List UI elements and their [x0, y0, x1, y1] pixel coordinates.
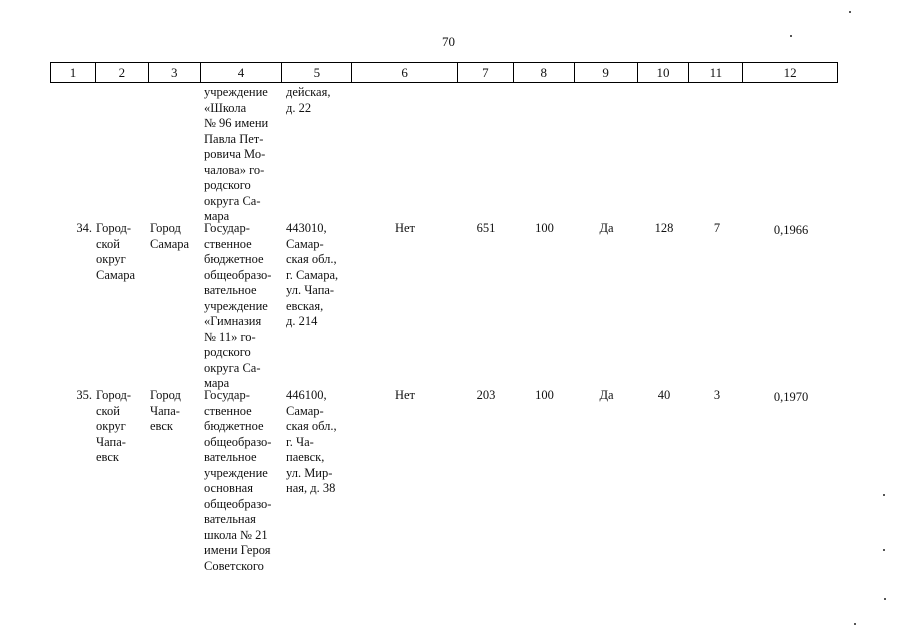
institution-line: № 96 имени: [204, 116, 269, 130]
address-cell: [282, 221, 352, 388]
settlement-cell: [148, 85, 200, 221]
column-header: 11: [689, 63, 743, 82]
address-line: г. Ча-: [286, 434, 314, 449]
institution-line: вательное: [204, 283, 257, 297]
address-line: Самар-: [286, 403, 324, 418]
row-number: [50, 85, 95, 221]
address-line: ная, д. 38: [286, 481, 336, 495]
table-row: [50, 85, 838, 221]
institution-line: ственное: [204, 403, 252, 418]
cell-col7: 203: [476, 388, 496, 402]
cell-col8: 100: [535, 388, 554, 402]
scan-speck: [849, 11, 851, 13]
institution-line: Павла Пет-: [204, 131, 264, 146]
column-header: 8: [514, 63, 575, 82]
institution-line: вательная: [204, 512, 256, 526]
settlement-cell: [148, 221, 200, 388]
institution-cell: [200, 85, 282, 221]
address-line: 443010,: [286, 221, 327, 235]
district-cell: [95, 388, 148, 578]
institution-line: Советского: [204, 558, 264, 573]
cell-col6: [352, 85, 458, 221]
table-body: [50, 85, 838, 578]
institution-line: учреждение: [204, 85, 268, 99]
table-row: [50, 221, 838, 388]
cell-col10: 40: [657, 388, 671, 402]
institution-line: Государ-: [204, 388, 250, 402]
cell-col7: 651: [476, 221, 496, 235]
column-number-header: [50, 62, 838, 83]
institution-line: № 11» го-: [204, 329, 256, 344]
cell-col9: Да: [599, 221, 614, 235]
cell-col9: [575, 85, 638, 221]
institution-line: бюджетное: [204, 419, 264, 433]
district-line: Чапа-: [96, 434, 126, 449]
address-line: паевск,: [286, 450, 325, 464]
column-header: 1: [51, 63, 96, 82]
district-cell: [95, 221, 148, 388]
cell-col6: Нет: [394, 388, 416, 402]
settlement-line: евск: [150, 419, 173, 433]
settlement-line: Самара: [150, 236, 190, 251]
settlement-line: Город: [150, 388, 181, 402]
cell-col12: [744, 85, 838, 221]
district-cell: [95, 85, 148, 221]
institution-line: общеобразо-: [204, 434, 272, 449]
address-line: г. Самара,: [286, 267, 339, 282]
row-number: 34.: [76, 221, 92, 235]
address-line: евская,: [286, 298, 324, 313]
address-line: д. 214: [286, 314, 318, 328]
institution-line: мара: [204, 209, 230, 223]
row-number: 35.: [76, 388, 92, 402]
institution-line: вательное: [204, 450, 257, 464]
address-line: 446100,: [286, 388, 327, 402]
cell-col6: Нет: [394, 221, 416, 235]
address-line: дейская,: [286, 85, 331, 99]
district-line: ской: [96, 403, 120, 418]
cell-col11: [690, 85, 744, 221]
column-header: 6: [352, 63, 458, 82]
cell-col12: 0,1966: [773, 223, 809, 237]
institution-line: общеобразо-: [204, 496, 272, 511]
institution-cell: [200, 221, 282, 388]
institution-line: имени Героя: [204, 543, 271, 557]
scan-speck: [883, 549, 885, 551]
scan-speck: [883, 494, 885, 496]
institution-line: общеобразо-: [204, 267, 272, 282]
address-line: ская обл.,: [286, 419, 337, 433]
cell-col10: [638, 85, 690, 221]
scan-speck: [884, 598, 886, 600]
institution-line: ственное: [204, 236, 252, 251]
institution-line: бюджетное: [204, 252, 264, 266]
scan-speck: [790, 35, 792, 37]
district-line: Город-: [96, 388, 132, 402]
institution-line: родского: [204, 178, 251, 192]
district-line: Самара: [96, 267, 136, 282]
institution-line: Государ-: [204, 221, 250, 235]
column-header: 4: [201, 63, 283, 82]
institution-line: учреждение: [204, 298, 268, 313]
institution-line: ровича Мо-: [204, 147, 266, 161]
institution-line: мара: [204, 376, 230, 390]
district-line: ской: [96, 236, 120, 251]
district-line: евск: [96, 450, 119, 464]
column-header: 9: [575, 63, 638, 82]
cell-col12: 0,1970: [773, 390, 809, 404]
scan-speck: [854, 623, 856, 625]
institution-line: округа Са-: [204, 360, 261, 375]
address-line: д. 22: [286, 100, 312, 115]
institution-line: родского: [204, 345, 251, 359]
institution-line: учреждение: [204, 465, 268, 480]
table-row: [50, 388, 838, 578]
address-line: ул. Чапа-: [286, 283, 335, 297]
cell-col8: [514, 85, 575, 221]
address-cell: [282, 388, 352, 578]
district-line: округ: [96, 419, 126, 433]
address-line: ская обл.,: [286, 252, 337, 266]
institution-line: чалова» го-: [204, 162, 265, 177]
address-line: ул. Мир-: [286, 465, 333, 480]
address-cell: [282, 85, 352, 221]
page-number: 70: [442, 34, 455, 49]
district-line: округ: [96, 252, 126, 266]
institution-line: округа Са-: [204, 193, 261, 208]
institution-line: школа № 21: [204, 527, 268, 542]
cell-col11: 3: [713, 388, 721, 402]
cell-col7: [458, 85, 514, 221]
cell-col9: Да: [599, 388, 614, 402]
institution-line: «Гимназия: [204, 314, 262, 328]
institution-cell: [200, 388, 282, 578]
settlement-cell: [148, 388, 200, 578]
district-line: Город-: [96, 221, 132, 235]
institution-line: «Школа: [204, 100, 247, 115]
cell-col10: 128: [654, 221, 674, 235]
institution-line: основная: [204, 481, 253, 495]
cell-col11: 7: [713, 221, 721, 235]
column-header: 7: [458, 63, 514, 82]
column-header: 2: [96, 63, 149, 82]
settlement-line: Город: [150, 221, 181, 235]
column-header: 10: [638, 63, 690, 82]
settlement-line: Чапа-: [150, 403, 180, 418]
address-line: Самар-: [286, 236, 324, 251]
column-header: 5: [282, 63, 352, 82]
column-header: 12: [783, 65, 797, 80]
column-header: 3: [149, 63, 201, 82]
cell-col8: 100: [535, 221, 554, 235]
